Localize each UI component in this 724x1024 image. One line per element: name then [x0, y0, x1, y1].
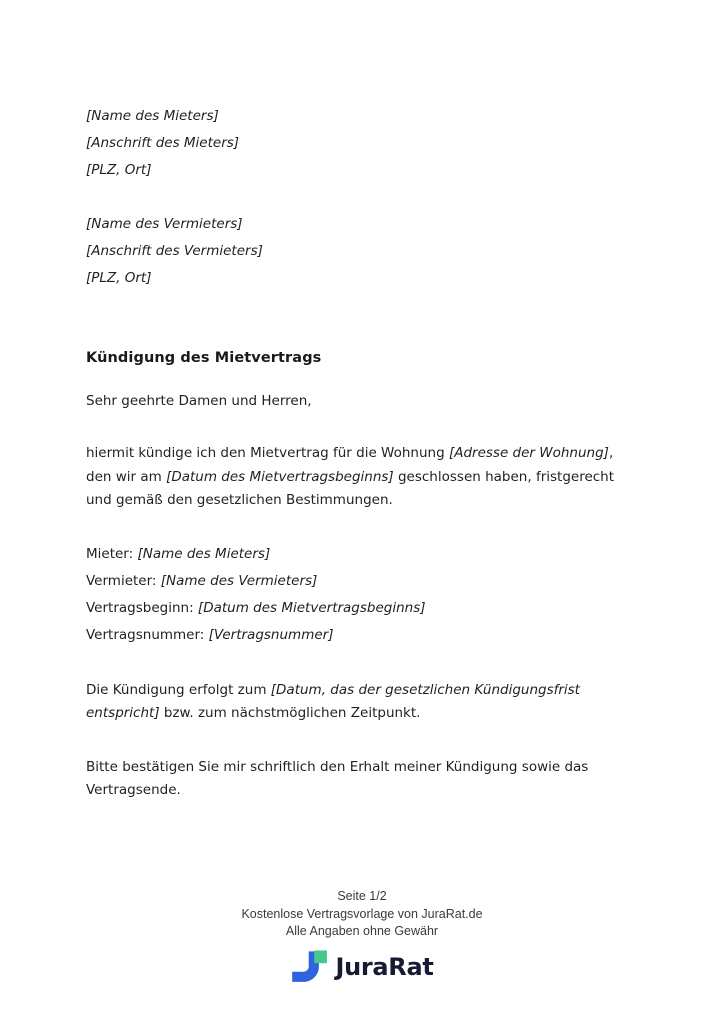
paragraph-main-part3: geschlossen haben, fristgerecht und gemäß den gesetzlichen Bestimmungen.	[86, 468, 615, 508]
tenant-street: [Anschrift des Mieters]	[86, 135, 240, 151]
detail-row-landlord	[86, 568, 638, 595]
landlord-street: [Anschrift des Vermieters]	[86, 243, 263, 259]
jurarat-logo	[0, 950, 724, 984]
tenant-address-block	[86, 103, 638, 184]
detail-label-landlord: Vermieter:	[86, 572, 161, 589]
spacer-before-title	[86, 292, 638, 348]
tenant-city: [PLZ, Ort]	[86, 162, 152, 178]
detail-value-contract-number: [Vertragsnummer]	[208, 626, 334, 643]
paragraph-termination-part1: Die Kündigung erfolgt zum	[86, 681, 271, 698]
paragraph-termination-part2: bzw. zum nächstmöglichen Zeitpunkt.	[159, 705, 421, 721]
footer-page-number: Seite 1/2	[337, 889, 387, 903]
contract-details-list	[86, 541, 638, 649]
detail-label-tenant: Mieter:	[86, 545, 138, 562]
detail-row-tenant	[86, 541, 638, 568]
spacer-before-confirmation	[86, 726, 638, 756]
detail-label-contract-start: Vertragsbeginn:	[86, 599, 198, 616]
paragraph-confirmation-request: Bitte bestätigen Sie mir schriftlich den Erhalt meiner Kündigung sowie das Vertragsende.	[86, 758, 589, 798]
detail-row-contract-start	[86, 595, 638, 622]
document-body	[86, 103, 638, 803]
salutation: Sehr geehrte Damen und Herren,	[86, 393, 312, 409]
placeholder-contract-start-inline: [Datum des Mietvertragsbeginns]	[166, 468, 394, 485]
detail-value-contract-start: [Datum des Mietvertragsbeginns]	[197, 599, 426, 616]
spacer-before-details	[86, 513, 638, 541]
paragraph-main-part2: , den wir am	[86, 445, 614, 485]
detail-label-contract-number: Vertragsnummer:	[86, 626, 209, 643]
detail-row-contract-number	[86, 622, 638, 649]
spacer-before-greeting	[86, 368, 638, 390]
paragraph-main	[86, 442, 638, 513]
paragraph-termination-date	[86, 679, 638, 726]
footer-disclaimer: Alle Angaben ohne Gewähr	[285, 924, 439, 938]
placeholder-termination-date: [Datum, das der gesetzlichen Kündigungsfrist entspricht]	[86, 681, 580, 721]
page-footer	[0, 888, 724, 984]
spacer-after-tenant	[86, 184, 638, 211]
footer-source: Kostenlose Vertragsvorlage von JuraRat.de	[241, 906, 483, 921]
landlord-address-block	[86, 211, 638, 292]
detail-value-landlord: [Name des Vermieters]	[160, 572, 318, 589]
detail-value-tenant: [Name des Mieters]	[137, 545, 271, 562]
jurarat-logo-mark-icon	[290, 950, 328, 984]
paragraph-main-part1: hiermit kündige ich den Mietvertrag für die Wohnung	[86, 445, 449, 461]
spacer-before-termination	[86, 649, 638, 679]
landlord-name: [Name des Vermieters]	[86, 216, 243, 232]
jurarat-logo-text: JuraRat	[335, 952, 434, 981]
tenant-name: [Name des Mieters]	[86, 108, 219, 124]
placeholder-apartment-address: [Adresse der Wohnung]	[448, 445, 609, 461]
landlord-city: [PLZ, Ort]	[86, 270, 152, 286]
page-title: Kündigung des Mietvertrags	[86, 350, 322, 366]
spacer-before-main-paragraph	[86, 412, 638, 442]
